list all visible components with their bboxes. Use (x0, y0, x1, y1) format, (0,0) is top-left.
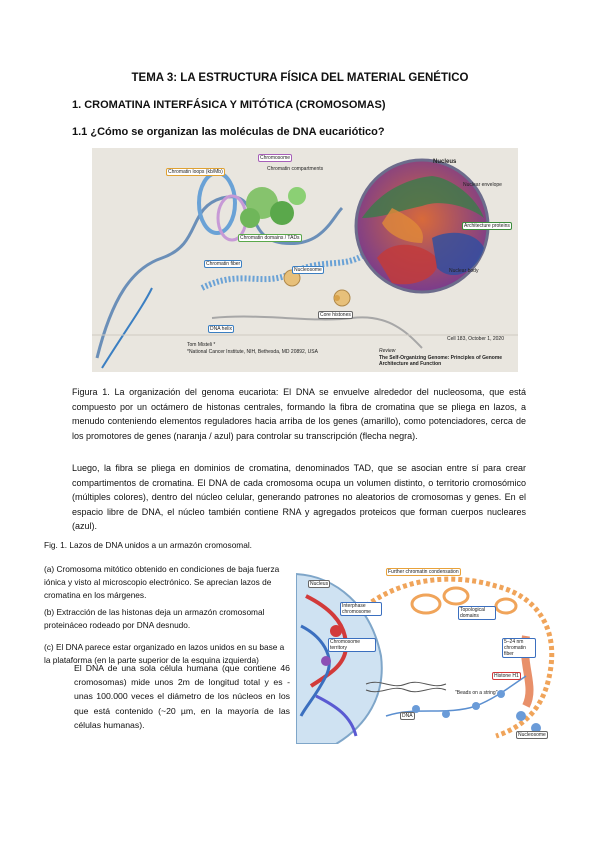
label-chromatin-loops: Chromatin loops (kb/Mb) (168, 169, 223, 175)
label-nuclear-envelope: Nuclear envelope (463, 182, 502, 188)
section-heading: 1. CROMATINA INTERFÁSICA Y MITÓTICA (CROMOSOMAS) (72, 99, 386, 111)
list-item-a: (a) Cromosoma mitótico obtenido en condiciones de baja fuerza iónica y visto al microscopio electrónico. Se aprecian lazos de cromatina en los márgenes. (44, 564, 280, 600)
label-nucleosome-2: Nucleosome (518, 732, 546, 738)
list-item-c: (c) El DNA parece estar organizado en lazos unidos en su base a la plataforma (en la parte superior de la esquina izquierda) (44, 642, 285, 665)
label-chromosome-territory: Chromosome territory (328, 638, 376, 652)
label-histone-h1: Histone H1 (494, 673, 519, 679)
label-architecture-proteins: Architecture proteins (464, 223, 510, 229)
label-beads-on-string: "Beads on a string" (455, 690, 498, 696)
label-nuclear-body: Nuclear body (449, 268, 479, 274)
fig1-title: Fig. 1. Lazos de DNA unidos a un armazón cromosomal. (44, 540, 252, 550)
label-interphase-chromosome: Interphase chromosome (340, 602, 382, 616)
label-dna-2: DNA (402, 713, 413, 719)
label-dna-helix: DNA helix (210, 326, 232, 332)
figure-chromatin-condensation (296, 566, 562, 744)
figure-caption-continued: Luego, la fibra se pliega en dominios de cromatina, denominados TAD, que se asocian entre sí para crear compartimentos de cromatina. El DNA de cada cromosoma ocupa un volumen distinto, o territorio cromosómico (múltiples colores), dentro del núcleo celular, generando patrones no aleatorios de cromosomas y genes. En el espacio libre de DNA, el núcleo también contiene RNA y agregados proteicos que forman cuerpos nucleares (azul). (72, 463, 526, 531)
label-chromatin-domains: Chromatin domains / TADs (240, 235, 300, 241)
label-credit: Tom Misteli * (187, 342, 216, 348)
page-title: TEMA 3: LA ESTRUCTURA FÍSICA DEL MATERIAL GENÉTICO (131, 72, 469, 84)
dna-length-paragraph: El DNA de una sola célula humana (que contiene 46 cromosomas) mide unos 2m de longitud total y es - unas 100.000 veces el diámetro de los núcleos en los que está contenido (~20 µm, en la mayoría de las células humanas). (74, 663, 290, 730)
label-chromatin-compartments: Chromatin compartments (267, 166, 324, 172)
list-item-b: (b) Extracción de las histonas deja un armazón cromosomal proteináceo rodeado por DNA desnudo. (44, 607, 265, 630)
label-nucleosome: Nucleosome (294, 267, 322, 273)
label-review-title: The Self-Organizing Genome: Principles of Genome Architecture and Function (379, 355, 503, 367)
label-nucleus: Nucleus (433, 159, 457, 165)
label-chromatin-fiber: Chromatin fiber (206, 261, 241, 267)
figure-caption: Figura 1. La organización del genoma eucariota: El DNA se envuelve alrededor del nucleosoma, que está compuesto por un octámero de histonas centrales, formando la fibra de cromatina que se pliega en lazos, a menudo conteniendo elementos reguladores hacia arriba de los genes (amarillo), como potenciadores, cerca de los promotores de genes (naranja / azul) para controlar su transcripción (flecha negra). (72, 387, 526, 441)
label-cell-reference: Cell 183, October 1, 2020 (447, 336, 504, 342)
figure-genome-organization (92, 148, 518, 372)
label-core-histones: Core histones (320, 312, 351, 318)
label-nucleus-2: Nucleus (310, 581, 329, 587)
subsection-heading: 1.1 ¿Cómo se organizan las moléculas de DNA eucariótico? (72, 126, 385, 138)
label-further-condensation: Further chromatin condensation (388, 569, 459, 575)
label-chromosome: Chromosome (260, 155, 291, 161)
label-review: Review (379, 348, 396, 354)
label-credit-2: *National Cancer Institute, NIH, Bethesda, MD 20892, USA (187, 349, 318, 355)
label-chromatin-fiber-2: 5–24 nm chromatin fiber (502, 638, 536, 658)
label-topological-domains: Topological domains (458, 606, 496, 620)
